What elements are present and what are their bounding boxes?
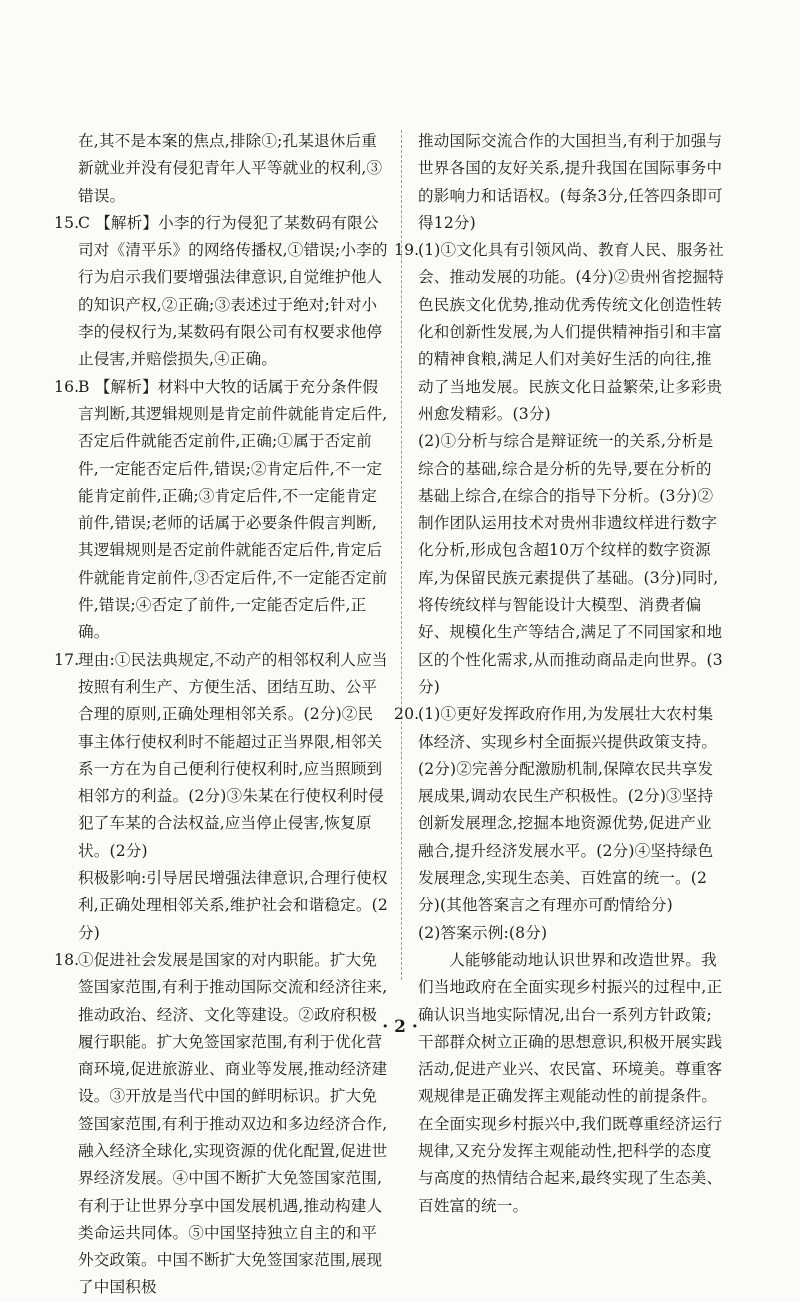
answer-text-part2: (2)答案示例:(8分) (418, 923, 548, 942)
left-column (54, 128, 388, 1302)
page-number: · 2 · (382, 1017, 418, 1037)
answer-text: C 【解析】小李的行为侵犯了某数码有限公司对《清平乐》的网络传播权,①错误;小李的行为启示我们要增强法律意识,自觉维护他人的知识产权,②正确;③表述过于绝对;针对小李的侵权行为,某数码有限公司有权要求他停止侵害,并赔偿损失,④正确。 (78, 213, 388, 369)
q18-continuation: 推动国际交流合作的大国担当,有利于加强与世界各国的友好关系,提升我国在国际事务中的影响力和话语权。(每条3分,任答四条即可得12分) (418, 132, 723, 232)
answer-text-part1: (1)①更好发挥政府作用,为发展壮大农村集体经济、实现乡村全面振兴提供政策支持。(2分)②完善分配激励机制,保障农民共享发展成果,调动农民生产积极性。(2分)③坚持创新发展理念,挖掘本地资源优势,促进产业融合,提升经济发展水平。(2分)④坚持绿色发展理念,实现生态美、百姓富的统一。(2分)(其他答案言之有理亦可酌情给分) (418, 705, 718, 915)
answer-number: 19. (394, 241, 420, 260)
answer-19 (394, 237, 726, 701)
answer-15 (54, 210, 388, 374)
answer-number: 20. (394, 705, 420, 724)
answer-16 (54, 374, 388, 647)
answer-text-impact: 积极影响:引导居民增强法律意识,合理行使权利,正确处理相邻关系,维护社会和谐稳定。(2分) (78, 869, 388, 942)
right-column (394, 128, 726, 1220)
answer-text-part2: (2)①分析与综合是辩证统一的关系,分析是综合的基础,综合是分析的先导,要在分析的基础上综合,在综合的指导下分析。(3分)②制作团队运用技术对贵州非遗纹样进行数字化分析,形成包含超10万个纹样的数字资源库,为保留民族元素提供了基础。(3分)同时,将传统纹样与智能设计大模型、消费者偏好、规模化生产等结合,满足了不同国家和地区的个性化需求,从而推动商品走向世界。(3分) (418, 432, 723, 696)
answer-text: B 【解析】材料中大牧的话属于充分条件假言判断,其逻辑规则是肯定前件就能肯定后件,否定后件就能否定前件,正确;①属于否定前件,一定能否定后件,错误;②肯定后件,不一定能肯定前件,正确;③肯定后件,不一定能肯定前件,错误;老师的话属于必要条件假言判断,其逻辑规则是否定前件就能否定后件,肯定后件就能肯定前件,③否定后件,不一定能否定前件,错误;④否定了前件,一定能否定后件,正确。 (78, 377, 388, 642)
answer-17 (54, 647, 388, 947)
answer-18 (54, 947, 388, 1302)
answer-20 (394, 701, 726, 1220)
sample-essay: 人能够能动地认识世界和改造世界。我们当地政府在全面实现乡村振兴的过程中,正确认识当地实际情况,出台一系列方针政策;干部群众树立正确的思想意识,积极开展实践活动,促进产业兴、农民富、环境美。尊重客观规律是正确发挥主观能动性的前提条件。在全面实现乡村振兴中,我们既尊重经济运行规律,又充分发挥主观能动性,把科学的态度与高度的热情结合起来,最终实现了生态美、百姓富的统一。 (418, 950, 723, 1215)
answer-number: 16. (54, 377, 80, 396)
answer-text-part1: (1)①文化具有引领风尚、教育人民、服务社会、推动发展的功能。(4分)②贵州省挖掘特色民族文化优势,推动优秀传统文化创造性转化和创新性发展,为人们提供精神指引和丰富的精神食粮,满足人们对美好生活的向往,推动了当地发展。民族文化日益繁荣,让多彩贵州愈发精彩。(3分) (418, 241, 724, 423)
q14-continuation: 在,其不是本案的焦点,排除①;孔某退休后重新就业并没有侵犯青年人平等就业的权利,③错误。 (78, 132, 383, 205)
answer-number: 18. (54, 950, 80, 969)
answer-text: ①促进社会发展是国家的对内职能。扩大免签国家范围,有利于推动国际交流和经济往来,推动政治、经济、文化等建设。②政府积极履行职能。扩大免签国家范围,有利于优化营商环境,促进旅游业、商业等发展,推动经济建设。③开放是当代中国的鲜明标识。扩大免签国家范围,有利于推动双边和多边经济合作,融入经济全球化,实现资源的优化配置,促进世界经济发展。④中国不断扩大免签国家范围,有利于让世界分享中国发展机遇,推动构建人类命运共同体。⑤中国坚持独立自主的和平外交政策。中国不断扩大免签国家范围,展现了中国积极 (78, 950, 388, 1297)
answer-number: 17. (54, 650, 80, 669)
answer-text: 理由:①民法典规定,不动产的相邻权利人应当按照有利生产、方便生活、团结互助、公平合理的原则,正确处理相邻关系。(2分)②民事主体行使权利时不能超过正当界限,相邻关系一方在为自己便利行使权利时,应当照顾到相邻方的利益。(2分)③朱某在行使权利时侵犯了车某的合法权益,应当停止侵害,恢复原状。(2分) (78, 650, 388, 860)
answer-number: 15. (54, 213, 80, 232)
